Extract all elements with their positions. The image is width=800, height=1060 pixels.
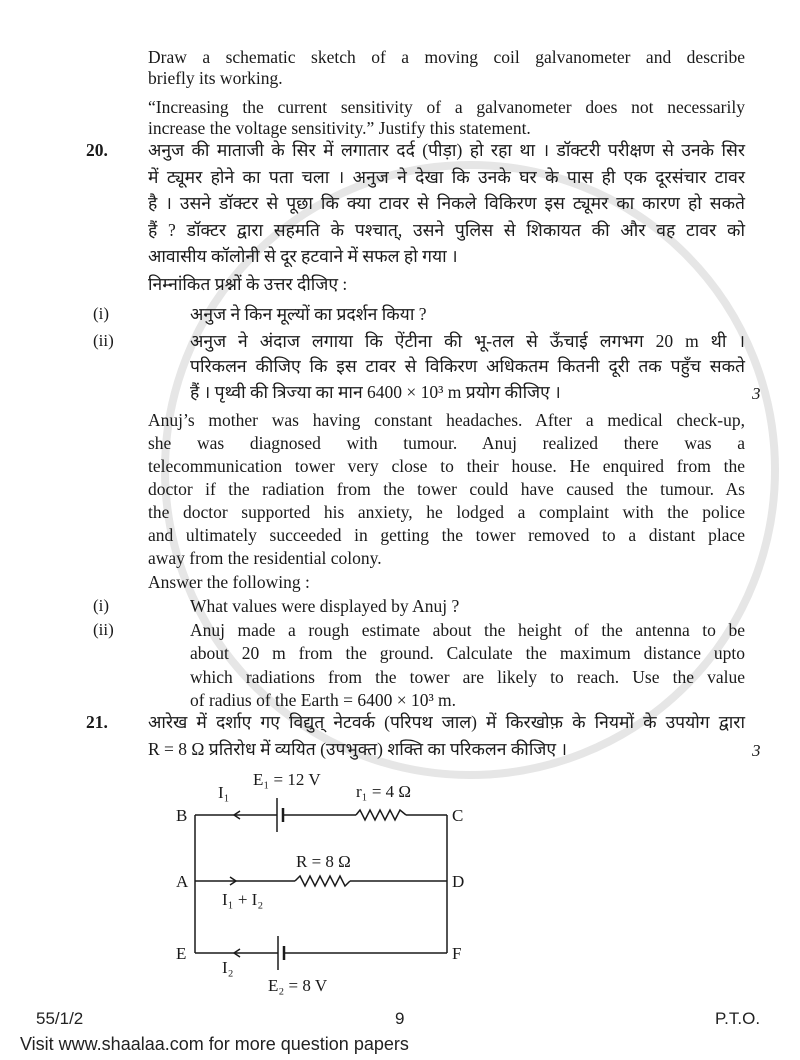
node-b: B [176, 806, 188, 825]
marks: 3 [752, 741, 761, 760]
q20-english-line: away from the residential colony. [148, 548, 382, 568]
node-a: A [176, 872, 189, 891]
label-e2: E₂ = 8 V [268, 976, 328, 995]
q20-english-line: telecommunication tower very close to their house. He enquired from the [148, 456, 745, 476]
q21-hindi-line: R = 8 Ω प्रतिरोध में व्ययित (उपभुक्त) शक्ति का परिकलन कीजिए । [148, 739, 568, 759]
part-label: (i) [93, 304, 110, 323]
label-r1: r₁ = 4 Ω [356, 782, 412, 801]
page-number: 9 [395, 1009, 405, 1028]
node-f: F [452, 944, 462, 963]
question-number: 20. [86, 140, 108, 160]
label-e1: E₁ = 12 V [253, 770, 321, 789]
resistor-r [295, 876, 350, 886]
pto-label: P.T.O. [715, 1009, 761, 1028]
q20-english-line: she was diagnosed with tumour. Anuj realized there was a [148, 433, 745, 453]
visit-link[interactable]: Visit www.shaalaa.com for more question papers [20, 1034, 409, 1054]
node-e: E [176, 944, 187, 963]
q21-hindi-line: आरेख में दर्शाए गए विद्युत् नेटवर्क (परिपथ जाल) में किरखोफ़ के नियमों के उपयोग द्वारा [148, 712, 745, 732]
part-label: (ii) [93, 331, 114, 350]
q20-hindi-part: अनुज ने किन मूल्यों का प्रदर्शन किया ? [190, 304, 427, 324]
label-r: R = 8 Ω [296, 852, 351, 871]
q20-english-part: Anuj made a rough estimate about the height of the antenna to be [190, 620, 745, 640]
q20-hindi-line: अनुज की माताजी के सिर में लगातार दर्द (पीड़ा) हो रहा था । डॉक्टरी परीक्षण से उनके सिर [148, 140, 745, 160]
resistor-r1 [356, 810, 406, 820]
q20-hindi-part: परिकलन कीजिए कि इस टावर से विकिरण अधिकतम कितनी दूरी तक पहुँच सकते [190, 356, 745, 376]
question-number: 21. [86, 712, 108, 732]
q20-english-line: and ultimately succeeded in getting the tower removed to a distant place [148, 525, 745, 545]
q20-english-part: which radiations from the tower are likely to reach. Use the value [190, 667, 745, 687]
prev-question-line: Draw a schematic sketch of a moving coil galvanometer and describe [148, 47, 745, 67]
q20-english-part: What values were displayed by Anuj ? [190, 596, 460, 616]
q20-hindi-part: अनुज ने अंदाज लगाया कि ऐंटीना की भू-तल से ऊँचाई लगभग 20 m थी । [190, 331, 745, 351]
q20-hindi-line: हैं ? डॉक्टर द्वारा सहमति के पश्चात्, उसने पुलिस से शिकायत की और वह टावर को [148, 220, 745, 240]
q20-english-line: doctor if the radiation from the tower could have caused the tumour. As [148, 479, 745, 499]
paper-code: 55/1/2 [36, 1009, 84, 1028]
node-c: C [452, 806, 464, 825]
q20-hindi-part: हैं । पृथ्वी की त्रिज्या का मान 6400 × 10³ m प्रयोग कीजिए । [190, 382, 561, 402]
part-label: (ii) [93, 620, 114, 639]
part-label: (i) [93, 596, 110, 615]
q20-hindi-line: आवासीय कॉलोनी से दूर हटवाने में सफल हो गया । [148, 246, 458, 266]
q20-hindi-instruction: निम्नांकित प्रश्नों के उत्तर दीजिए : [148, 274, 348, 294]
q20-english-line: Anuj’s mother was having constant headaches. After a medical check-up, [148, 410, 745, 430]
label-i1-plus-i2: I₁ + I₂ [222, 890, 264, 909]
q20-english-line: the doctor supported his anxiety, he lodged a complaint with the police [148, 502, 745, 522]
prev-question-line: increase the voltage sensitivity.” Justify this statement. [148, 118, 531, 138]
marks: 3 [752, 384, 761, 403]
label-i1: I₁ [218, 783, 230, 802]
prev-question-line: “Increasing the current sensitivity of a galvanometer does not necessarily [148, 97, 745, 117]
q20-english-instruction: Answer the following : [148, 572, 310, 592]
label-i2: I₂ [222, 958, 234, 977]
q20-english-part: of radius of the Earth = 6400 × 10³ m. [190, 690, 457, 710]
prev-question-line: briefly its working. [148, 68, 283, 88]
q20-english-part: about 20 m from the ground. Calculate the maximum distance upto [190, 643, 745, 663]
node-d: D [452, 872, 465, 891]
circuit-diagram [160, 765, 480, 1000]
q20-hindi-line: में ट्यूमर होने का पता चला । अनुज ने देखा कि उनके घर के पास ही एक दूरसंचार टावर [148, 167, 745, 187]
q20-hindi-line: है । उसने डॉक्टर से पूछा कि क्या टावर से निकले विकिरण इस ट्यूमर का कारण हो सकते [148, 193, 745, 213]
